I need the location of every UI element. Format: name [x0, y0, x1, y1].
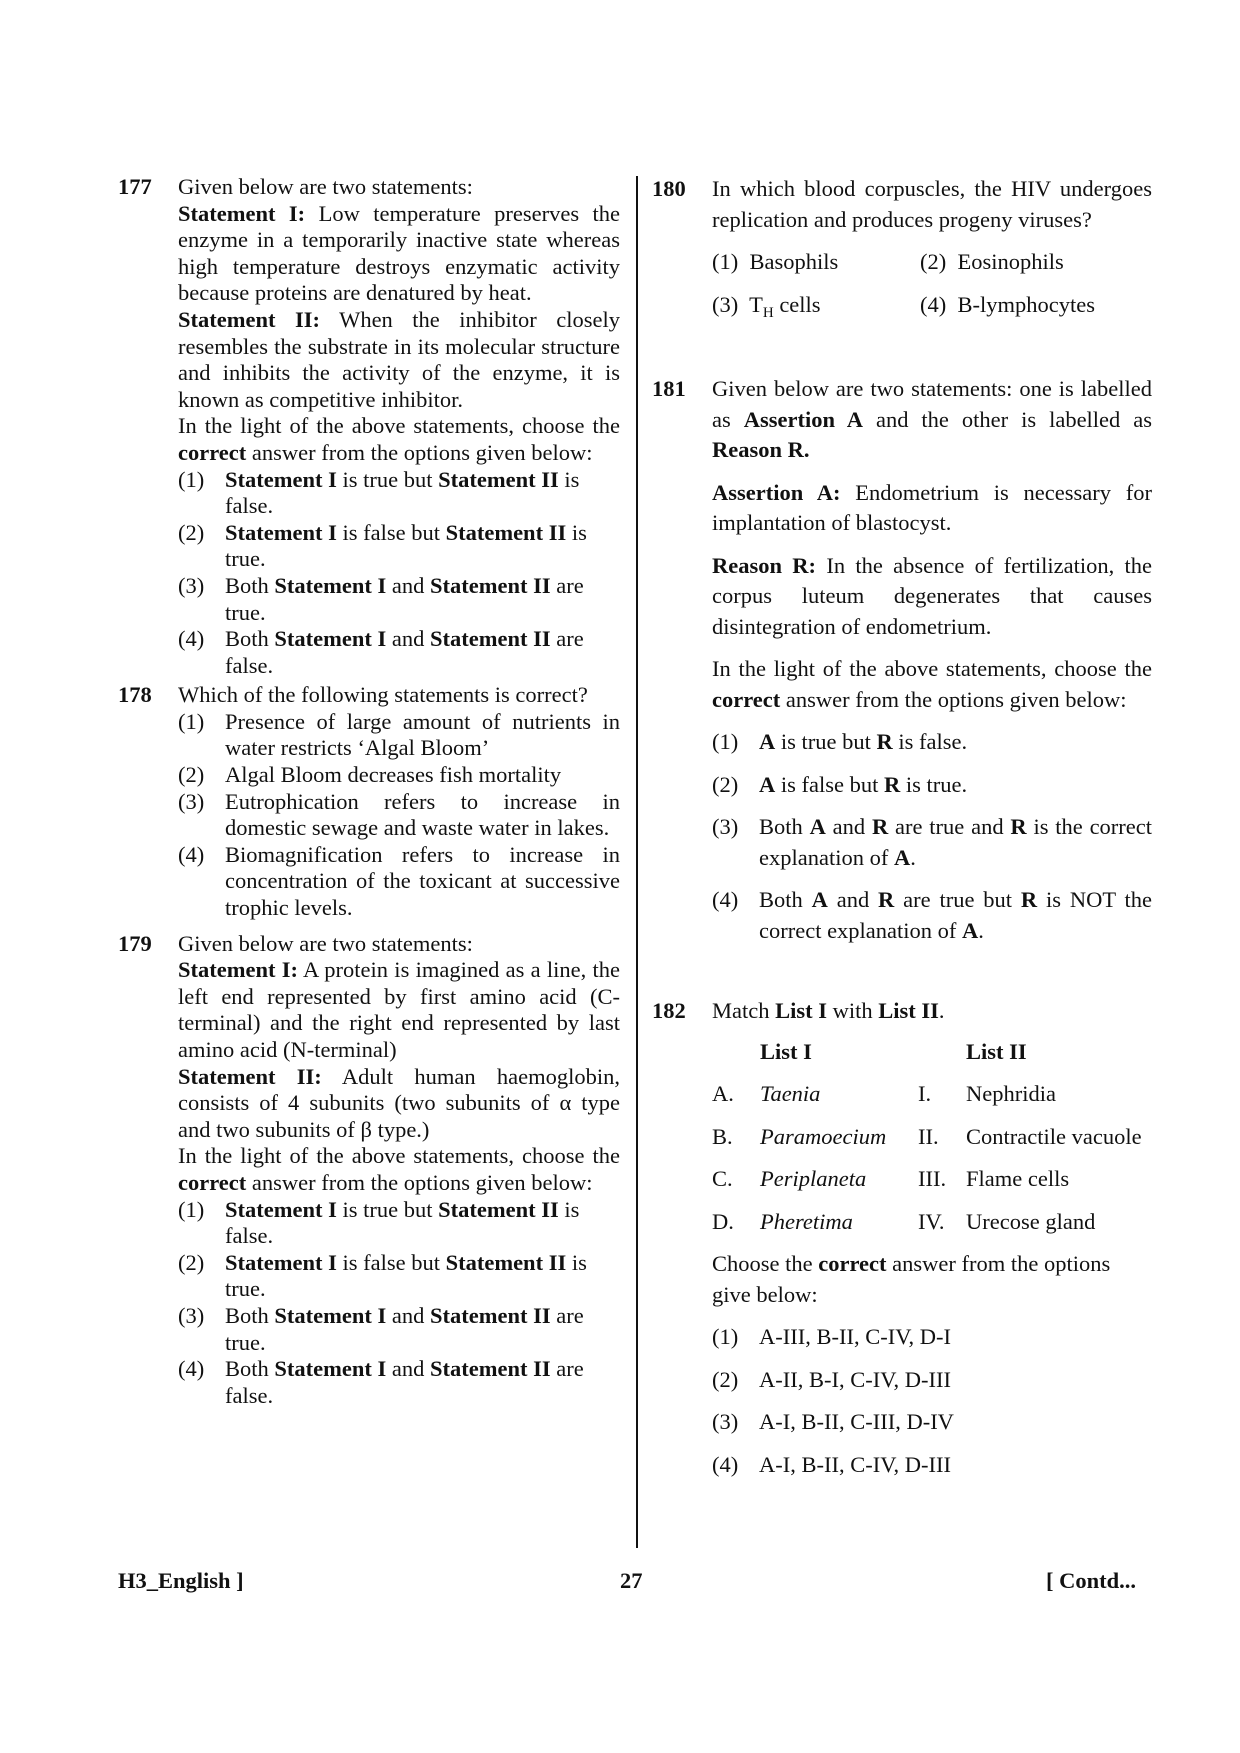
question-181	[652, 374, 1152, 946]
statement-1: Statement I: A protein is imagined as a line, the left end represented by first amino acid (C-terminal) and the right end represented by last amino acid (N-terminal)	[178, 957, 620, 1062]
option-1[interactable]: (1) A-III, B-II, C-IV, D-I	[712, 1324, 952, 1349]
question-text: Which of the following statements is correct?	[178, 682, 588, 708]
option-1[interactable]: (1) Basophils	[712, 249, 839, 274]
question-intro: Given below are two statements: one is labelled as Assertion A and the other is labelled as Reason R.	[712, 376, 1153, 462]
reason: Reason R: In the absence of fertilization, the corpus luteum degenerates that causes disintegration of endometrium.	[712, 552, 1153, 639]
question-number: 180	[652, 176, 686, 201]
question-number: 182	[652, 998, 686, 1023]
question-intro: Match List I with List II.	[712, 998, 945, 1023]
option-4[interactable]: (4) A-I, B-II, C-IV, D-III	[712, 1451, 952, 1477]
question-number: 179	[118, 930, 152, 956]
question-179	[118, 931, 620, 1410]
statement-2: Statement II: Adult human haemoglobin, consists of 4 subunits (two subunits of α type and two subunits of β type.)	[178, 1063, 620, 1142]
match-row: D. Pheretima IV. Urecose gland	[712, 1208, 1096, 1234]
question-number: 178	[118, 682, 152, 708]
match-row: B. Paramoecium II. Contractile vacuole	[712, 1123, 1142, 1149]
question-text: In which blood corpuscles, the HIV undergoes replication and produces progeny viruses?	[712, 176, 1152, 232]
footer-paper-code: H3_English ]	[118, 1568, 244, 1593]
option-1[interactable]: (1) Statement I is true but Statement II is false.	[178, 1196, 580, 1249]
options-grid	[712, 247, 1152, 328]
option-2[interactable]: (2) Statement I is false but Statement II is true.	[178, 519, 587, 572]
option-3[interactable]: (3) $T_H$ cells	[712, 291, 821, 321]
question-intro: Given below are two statements:	[178, 174, 473, 199]
question-number: 181	[652, 376, 686, 401]
question-number: 177	[118, 174, 152, 199]
instruction: In the light of the above statements, choose the correct answer from the options given below:	[712, 656, 1152, 712]
left-column	[118, 174, 620, 1409]
footer-page-number: 27	[620, 1568, 643, 1593]
option-3[interactable]: (3) Both Statement I and Statement II are true.	[178, 1302, 584, 1355]
option-2[interactable]: (2) Eosinophils	[920, 249, 1064, 274]
match-row: A. Taenia I. Nephridia	[712, 1081, 1056, 1106]
question-180	[652, 174, 1152, 328]
right-column	[652, 174, 1152, 1480]
option-1[interactable]: (1) A is true but R is false.	[712, 729, 968, 754]
option-3[interactable]: (3) Both A and R are true and R is the correct explanation of A.	[712, 814, 1153, 870]
option-2[interactable]: (2) A-II, B-I, C-IV, D-III	[712, 1366, 952, 1392]
option-3[interactable]: (3) Both Statement I and Statement II are true.	[178, 572, 584, 625]
footer-continued: [ Contd...	[1046, 1568, 1137, 1593]
option-2[interactable]: (2) A is false but R is true.	[712, 771, 968, 797]
option-2[interactable]: (2) Statement I is false but Statement II is true.	[178, 1249, 587, 1302]
assertion: Assertion A: Endometrium is necessary for implantation of blastocyst.	[712, 479, 1152, 535]
statement-2: Statement II: When the inhibitor closely resembles the substrate in its molecular structure and inhibits the activity of the enzyme, it is known as competitive inhibitor.	[178, 306, 620, 412]
option-3[interactable]: (3) A-I, B-II, C-III, D-IV	[712, 1409, 954, 1434]
option-4[interactable]: (4) Both Statement I and Statement II are false.	[178, 626, 584, 678]
option-4[interactable]: (4) Biomagnification refers to increase in concentration of the toxicant at successive trophic levels.	[178, 841, 620, 921]
option-4[interactable]: (4) Both A and R are true but R is NOT the correct explanation of A.	[712, 887, 1152, 943]
question-intro: Given below are two statements:	[178, 930, 473, 956]
option-1[interactable]: (1) Statement I is true but Statement II is false.	[178, 466, 580, 519]
column-divider	[636, 176, 638, 1548]
statement-1: Statement I: Low temperature preserves the enzyme in a temporarily inactive state whereas high temperature destroys enzymatic activity because proteins are denatured by heat.	[178, 200, 621, 306]
match-row: C. Periplaneta III. Flame cells	[712, 1166, 1070, 1191]
question-177	[118, 174, 620, 679]
option-4[interactable]: (4) B-lymphocytes	[920, 291, 1095, 317]
match-table-header: List I List II	[760, 1038, 1027, 1064]
question-182	[652, 996, 1152, 1480]
question-178	[118, 682, 620, 921]
option-3[interactable]: (3) Eutrophication refers to increase in domestic sewage and waste water in lakes.	[178, 788, 620, 841]
option-2[interactable]: (2) Algal Bloom decreases fish mortality	[178, 762, 562, 788]
instruction: Choose the correct answer from the options give below:	[712, 1251, 1111, 1307]
instruction: In the light of the above statements, choose the correct answer from the options given below:	[178, 413, 620, 465]
option-1[interactable]: (1) Presence of large amount of nutrients in water restricts ‘Algal Bloom’	[178, 708, 620, 761]
option-4[interactable]: (4) Both Statement I and Statement II are false.	[178, 1356, 584, 1408]
instruction: In the light of the above statements, choose the correct answer from the options given below:	[178, 1143, 620, 1195]
